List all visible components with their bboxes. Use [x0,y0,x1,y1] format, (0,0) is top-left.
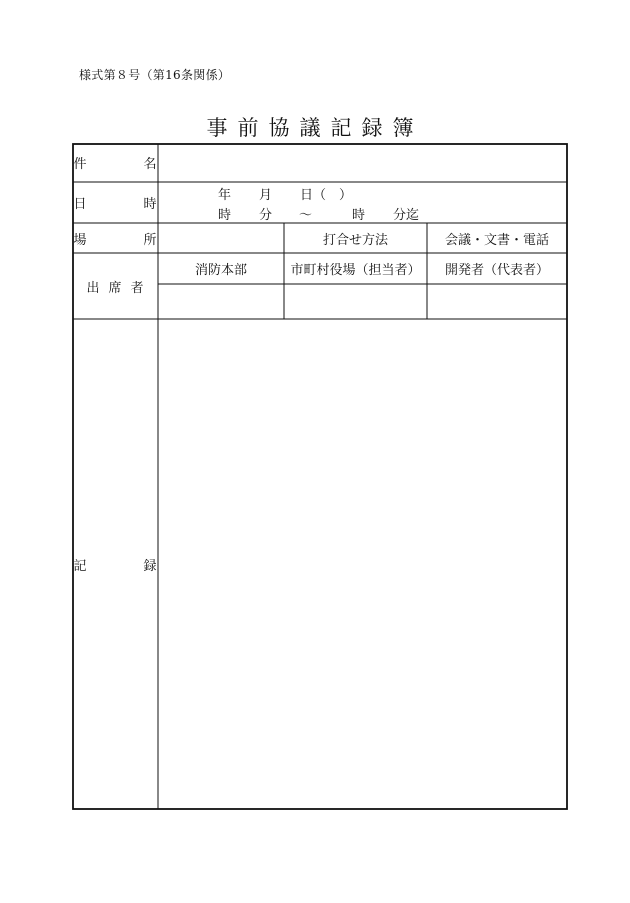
datetime-label: 日 時 [73,197,179,212]
year-label: 年 [218,188,232,203]
place-label: 場 所 [73,232,179,248]
start-minute-label: 分 [259,208,273,223]
method-label: 打合せ方法 [322,232,388,248]
attendee-field-municipality[interactable] [285,285,426,318]
tilde-separator: ～ [299,208,313,223]
page-title: 事前協議記録簿 [206,116,424,140]
end-hour-label: 時 [352,208,366,223]
method-options: 会議・文書・電話 [444,232,549,248]
record-table [72,143,568,810]
month-label: 月 [259,188,273,203]
subject-field[interactable] [159,145,565,181]
place-field[interactable] [159,224,283,252]
end-minute-label: 分迄 [393,208,420,223]
attendee-header-developer: 開発者（代表者） [444,263,549,278]
attendee-header-fire-dept: 消防本部 [194,263,247,278]
start-hour-label: 時 [218,208,232,223]
attendees-label: 出席者 [86,280,153,296]
form-number: 様式第８号（第16条関係） [79,68,231,82]
attendee-header-municipality: 市町村役場（担当者） [290,263,421,278]
record-label: 記 録 [73,558,179,574]
attendee-field-developer[interactable] [428,285,566,318]
record-field[interactable] [159,320,565,808]
subject-label: 件 名 [73,157,179,172]
attendee-field-fire-dept[interactable] [159,285,283,318]
day-label: 日（ ） [300,188,353,203]
